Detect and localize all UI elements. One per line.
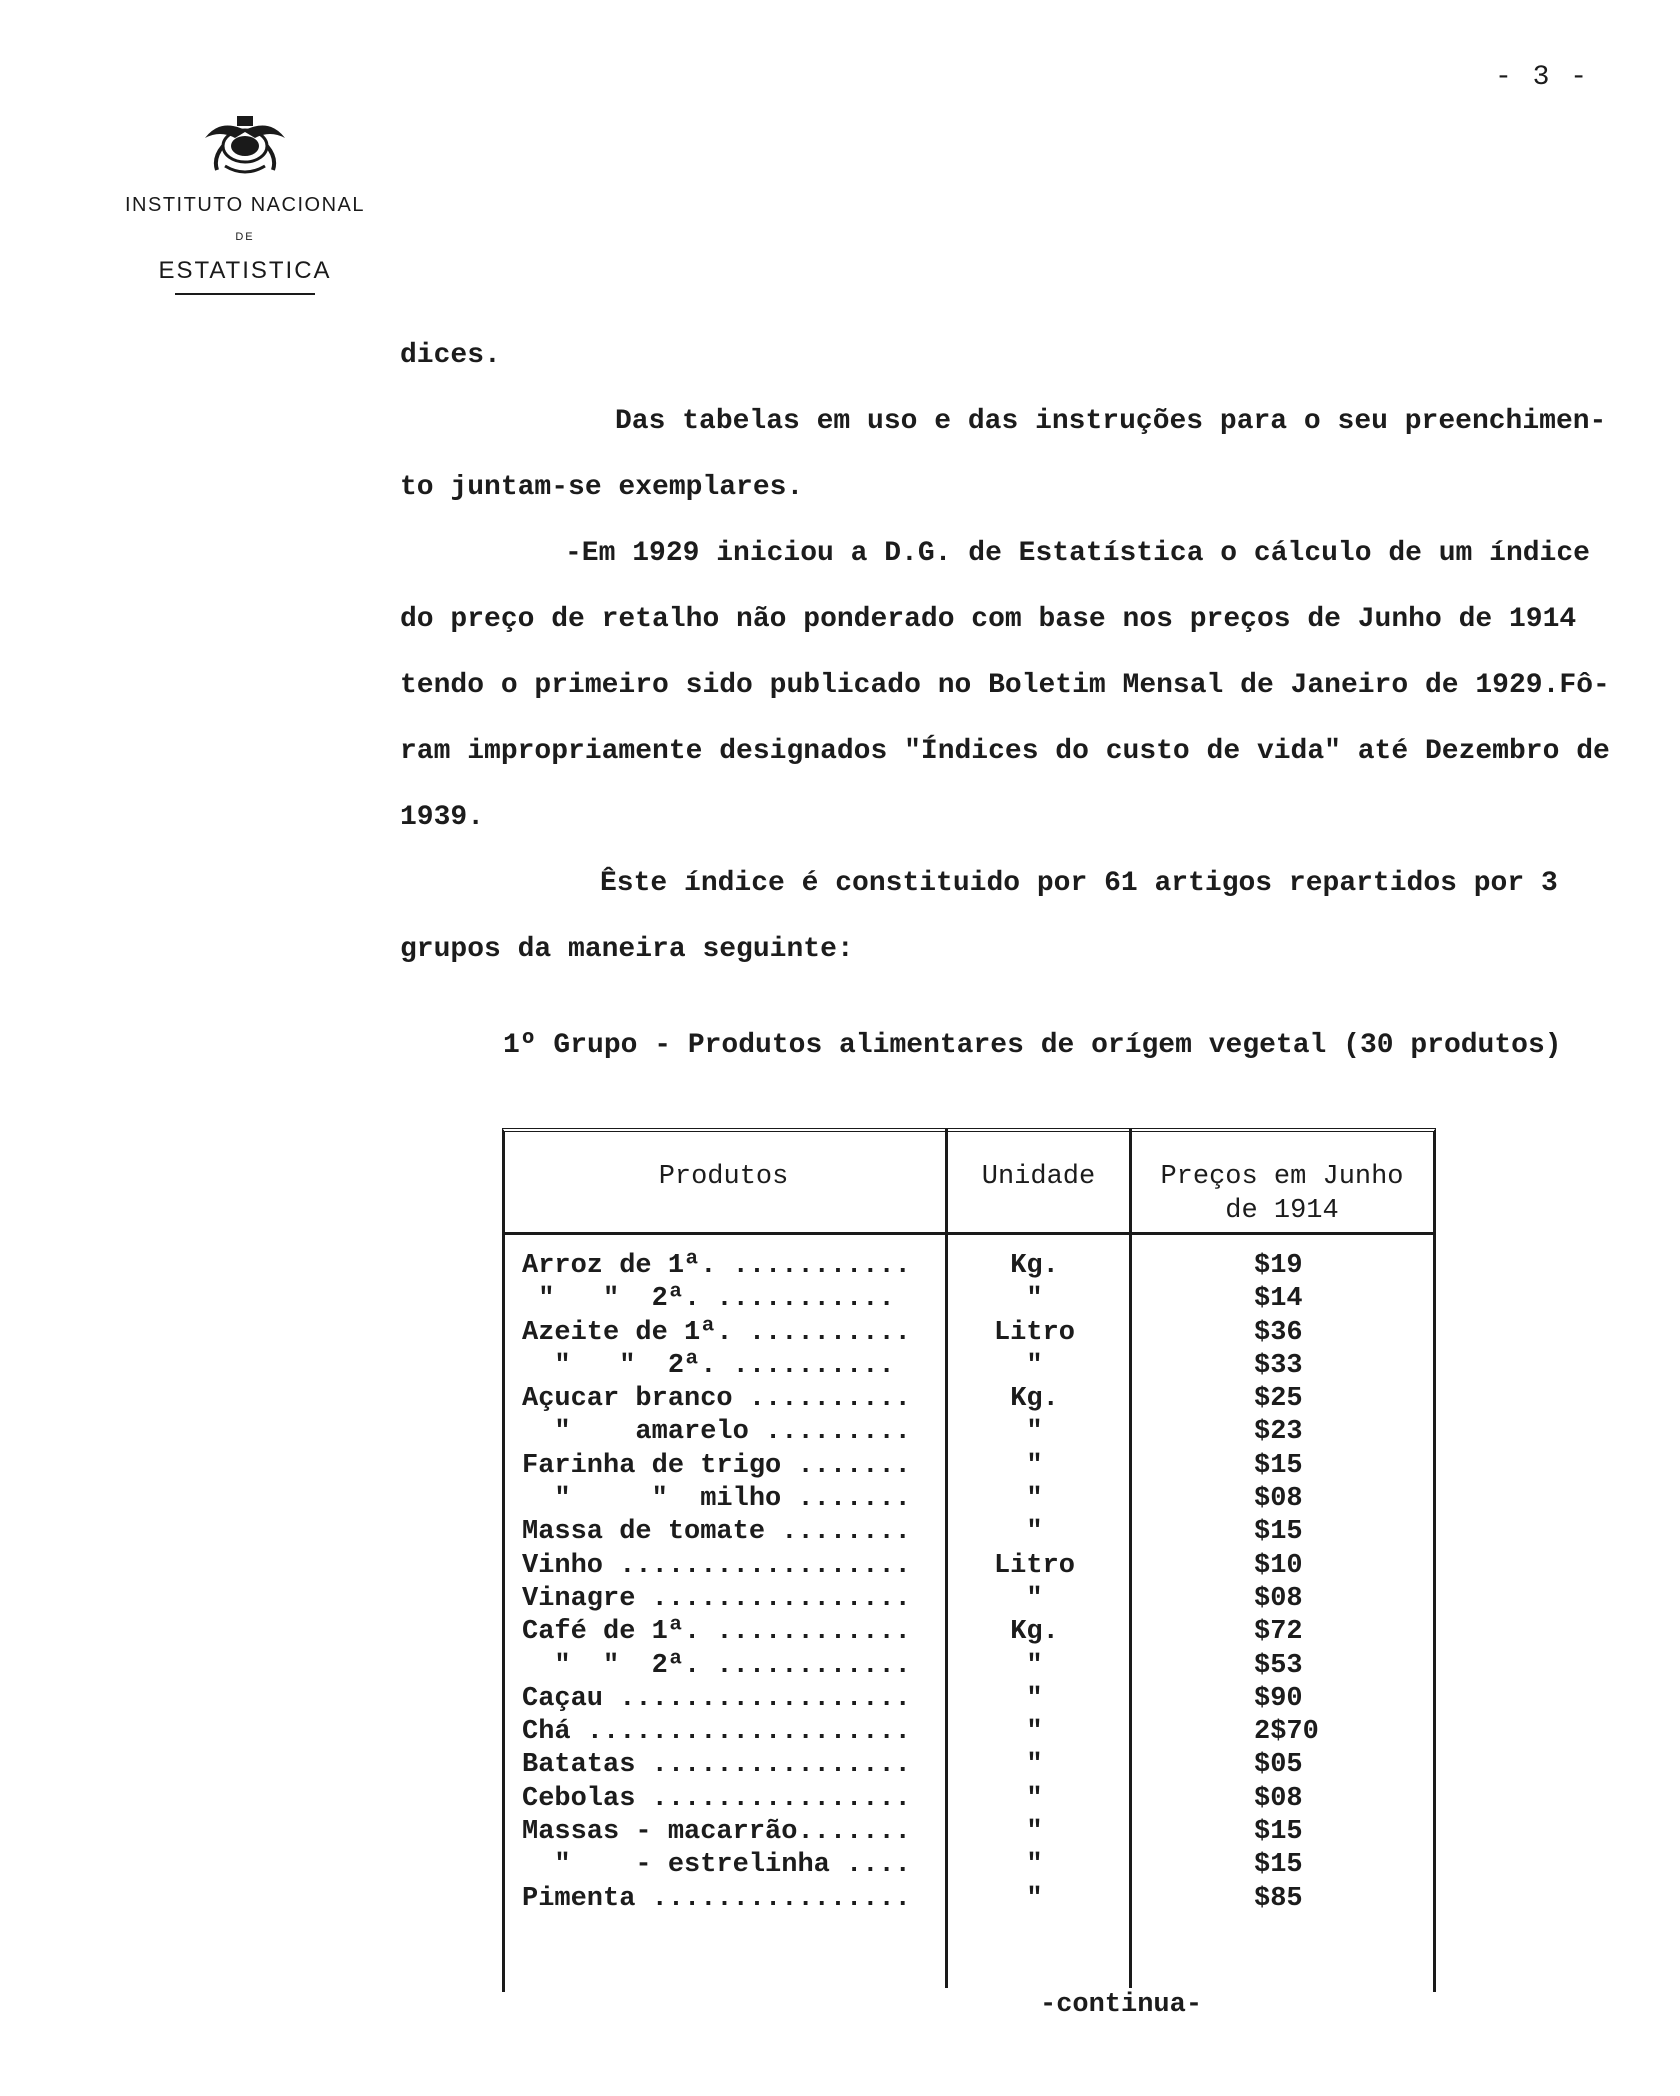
product-cell: Arroz de 1ª. ...........: [522, 1251, 911, 1281]
unit-cell: Kg.: [1010, 1617, 1059, 1648]
unit-cell: ": [1026, 1883, 1043, 1914]
price-cell: $15: [1254, 1450, 1303, 1481]
product-cell: Açucar branco ..........: [522, 1384, 911, 1415]
product-cell: Azeite de 1ª. ..........: [522, 1317, 911, 1348]
header-produtos: Produtos: [658, 1162, 789, 1192]
table-header-rule: [502, 1232, 1436, 1235]
table-row: [502, 1651, 1432, 1684]
paragraph-line: ram impropriamente designados "Índices do custo de vida" até Dezembro de: [400, 736, 1610, 767]
unit-cell: ": [1026, 1350, 1043, 1381]
table-row: [502, 1484, 1432, 1517]
unit-cell: ": [1026, 1284, 1043, 1315]
product-cell: Batatas ................: [522, 1750, 911, 1781]
price-cell: $15: [1254, 1850, 1303, 1881]
product-cell: Massa de tomate ........: [522, 1517, 911, 1548]
paragraph-line: 1939.: [400, 802, 485, 833]
institute-name-line3: ESTATISTICA: [158, 257, 332, 284]
unit-cell: ": [1026, 1717, 1043, 1748]
paragraph-line: do preço de retalho não ponderado com base nos preços de Junho de 1914: [400, 604, 1577, 635]
price-cell: $14: [1254, 1284, 1303, 1315]
price-cell: $08: [1254, 1484, 1303, 1515]
product-cell: Massas - macarrão.......: [522, 1817, 911, 1848]
header-unidade: Unidade: [981, 1162, 1096, 1192]
product-cell: " amarelo .........: [522, 1417, 911, 1448]
unit-cell: Kg.: [1010, 1251, 1059, 1281]
unit-cell: ": [1026, 1783, 1043, 1814]
price-cell: $36: [1254, 1317, 1303, 1348]
header-precos-line1: Preços em Junho: [1160, 1162, 1404, 1192]
table-row: [502, 1784, 1432, 1817]
product-cell: " " 2ª. ............: [522, 1650, 911, 1681]
product-cell: " - estrelinha ....: [522, 1850, 911, 1881]
paragraph-line: dices.: [400, 340, 501, 371]
table-row: [502, 1517, 1432, 1550]
price-cell: $72: [1254, 1617, 1303, 1648]
unit-cell: ": [1026, 1517, 1043, 1548]
price-cell: $10: [1254, 1550, 1303, 1581]
table-row: [502, 1417, 1432, 1450]
table-row: [502, 1750, 1432, 1783]
table-row: [502, 1884, 1432, 1917]
price-cell: $33: [1254, 1350, 1303, 1381]
price-cell: $53: [1254, 1650, 1303, 1681]
table-row: [502, 1351, 1432, 1384]
table-row: [502, 1850, 1432, 1883]
price-table: [502, 1128, 1432, 1988]
unit-cell: Kg.: [1010, 1384, 1059, 1415]
product-cell: " " 2ª. ...........: [522, 1284, 895, 1315]
institute-name-line2: DE: [235, 231, 255, 243]
price-cell: $85: [1254, 1883, 1303, 1914]
price-cell: $25: [1254, 1384, 1303, 1415]
unit-cell: ": [1026, 1417, 1043, 1448]
body-text: [400, 323, 1610, 983]
product-cell: Farinha de trigo .......: [522, 1450, 911, 1481]
group-title: 1º Grupo - Produtos alimentares de orígem vegetal (30 produtos): [503, 1030, 1562, 1061]
paragraph-line: -Em 1929 iniciou a D.G. de Estatística o cálculo de um índice: [565, 538, 1590, 569]
price-cell: 2$70: [1254, 1717, 1319, 1748]
price-cell: $08: [1254, 1583, 1303, 1614]
unit-cell: ": [1026, 1683, 1043, 1714]
table-body: [502, 1251, 1432, 1917]
unit-cell: ": [1026, 1583, 1043, 1614]
unit-cell: ": [1026, 1650, 1043, 1681]
price-cell: $90: [1254, 1683, 1303, 1714]
table-row: [502, 1284, 1432, 1317]
price-cell: $08: [1254, 1783, 1303, 1814]
page-number: - 3 -: [1495, 62, 1590, 93]
paragraph-line: Êste índice é constituido por 61 artigos repartidos por 3: [600, 868, 1558, 899]
product-cell: " " 2ª. ..........: [522, 1350, 895, 1381]
header-precos: [1132, 1160, 1432, 1228]
product-cell: Café de 1ª. ............: [522, 1617, 911, 1648]
continua-note: -continua-: [1040, 1990, 1203, 2020]
unit-cell: Litro: [993, 1550, 1075, 1581]
coat-of-arms-emblem: [195, 108, 295, 180]
price-cell: $15: [1254, 1517, 1303, 1548]
table-row: [502, 1617, 1432, 1650]
product-cell: Caçau ..................: [522, 1683, 911, 1714]
product-cell: Pimenta ................: [522, 1883, 911, 1914]
unit-cell: ": [1026, 1817, 1043, 1848]
product-cell: " " milho .......: [522, 1484, 911, 1515]
table-row: [502, 1684, 1432, 1717]
table-row: [502, 1251, 1432, 1284]
product-cell: Chá ....................: [522, 1717, 911, 1748]
product-cell: Vinagre ................: [522, 1583, 911, 1614]
table-row: [502, 1817, 1432, 1850]
table-row: [502, 1451, 1432, 1484]
institute-name-line1: INSTITUTO NACIONAL: [125, 194, 365, 216]
unit-cell: ": [1026, 1750, 1043, 1781]
letterhead: [95, 108, 395, 295]
table-row: [502, 1551, 1432, 1584]
price-cell: $05: [1254, 1750, 1303, 1781]
paragraph-line: tendo o primeiro sido publicado no Boletim Mensal de Janeiro de 1929.Fô-: [400, 670, 1610, 701]
unit-cell: ": [1026, 1450, 1043, 1481]
product-cell: Cebolas ................: [522, 1783, 911, 1814]
table-row: [502, 1384, 1432, 1417]
paragraph-line: grupos da maneira seguinte:: [400, 934, 854, 965]
paragraph-line: Das tabelas em uso e das instruções para o seu preenchimen-: [615, 406, 1607, 437]
table-row: [502, 1717, 1432, 1750]
product-cell: Vinho ..................: [522, 1550, 911, 1581]
table-row: [502, 1584, 1432, 1617]
letterhead-rule: [175, 293, 315, 295]
header-precos-line2: de 1914: [1225, 1196, 1339, 1226]
price-cell: $19: [1254, 1251, 1303, 1281]
unit-cell: ": [1026, 1484, 1043, 1515]
paragraph-line: to juntam-se exemplares.: [400, 472, 804, 503]
unit-cell: ": [1026, 1850, 1043, 1881]
unit-cell: Litro: [993, 1317, 1075, 1348]
table-row: [502, 1318, 1432, 1351]
price-cell: $15: [1254, 1817, 1303, 1848]
price-cell: $23: [1254, 1417, 1303, 1448]
